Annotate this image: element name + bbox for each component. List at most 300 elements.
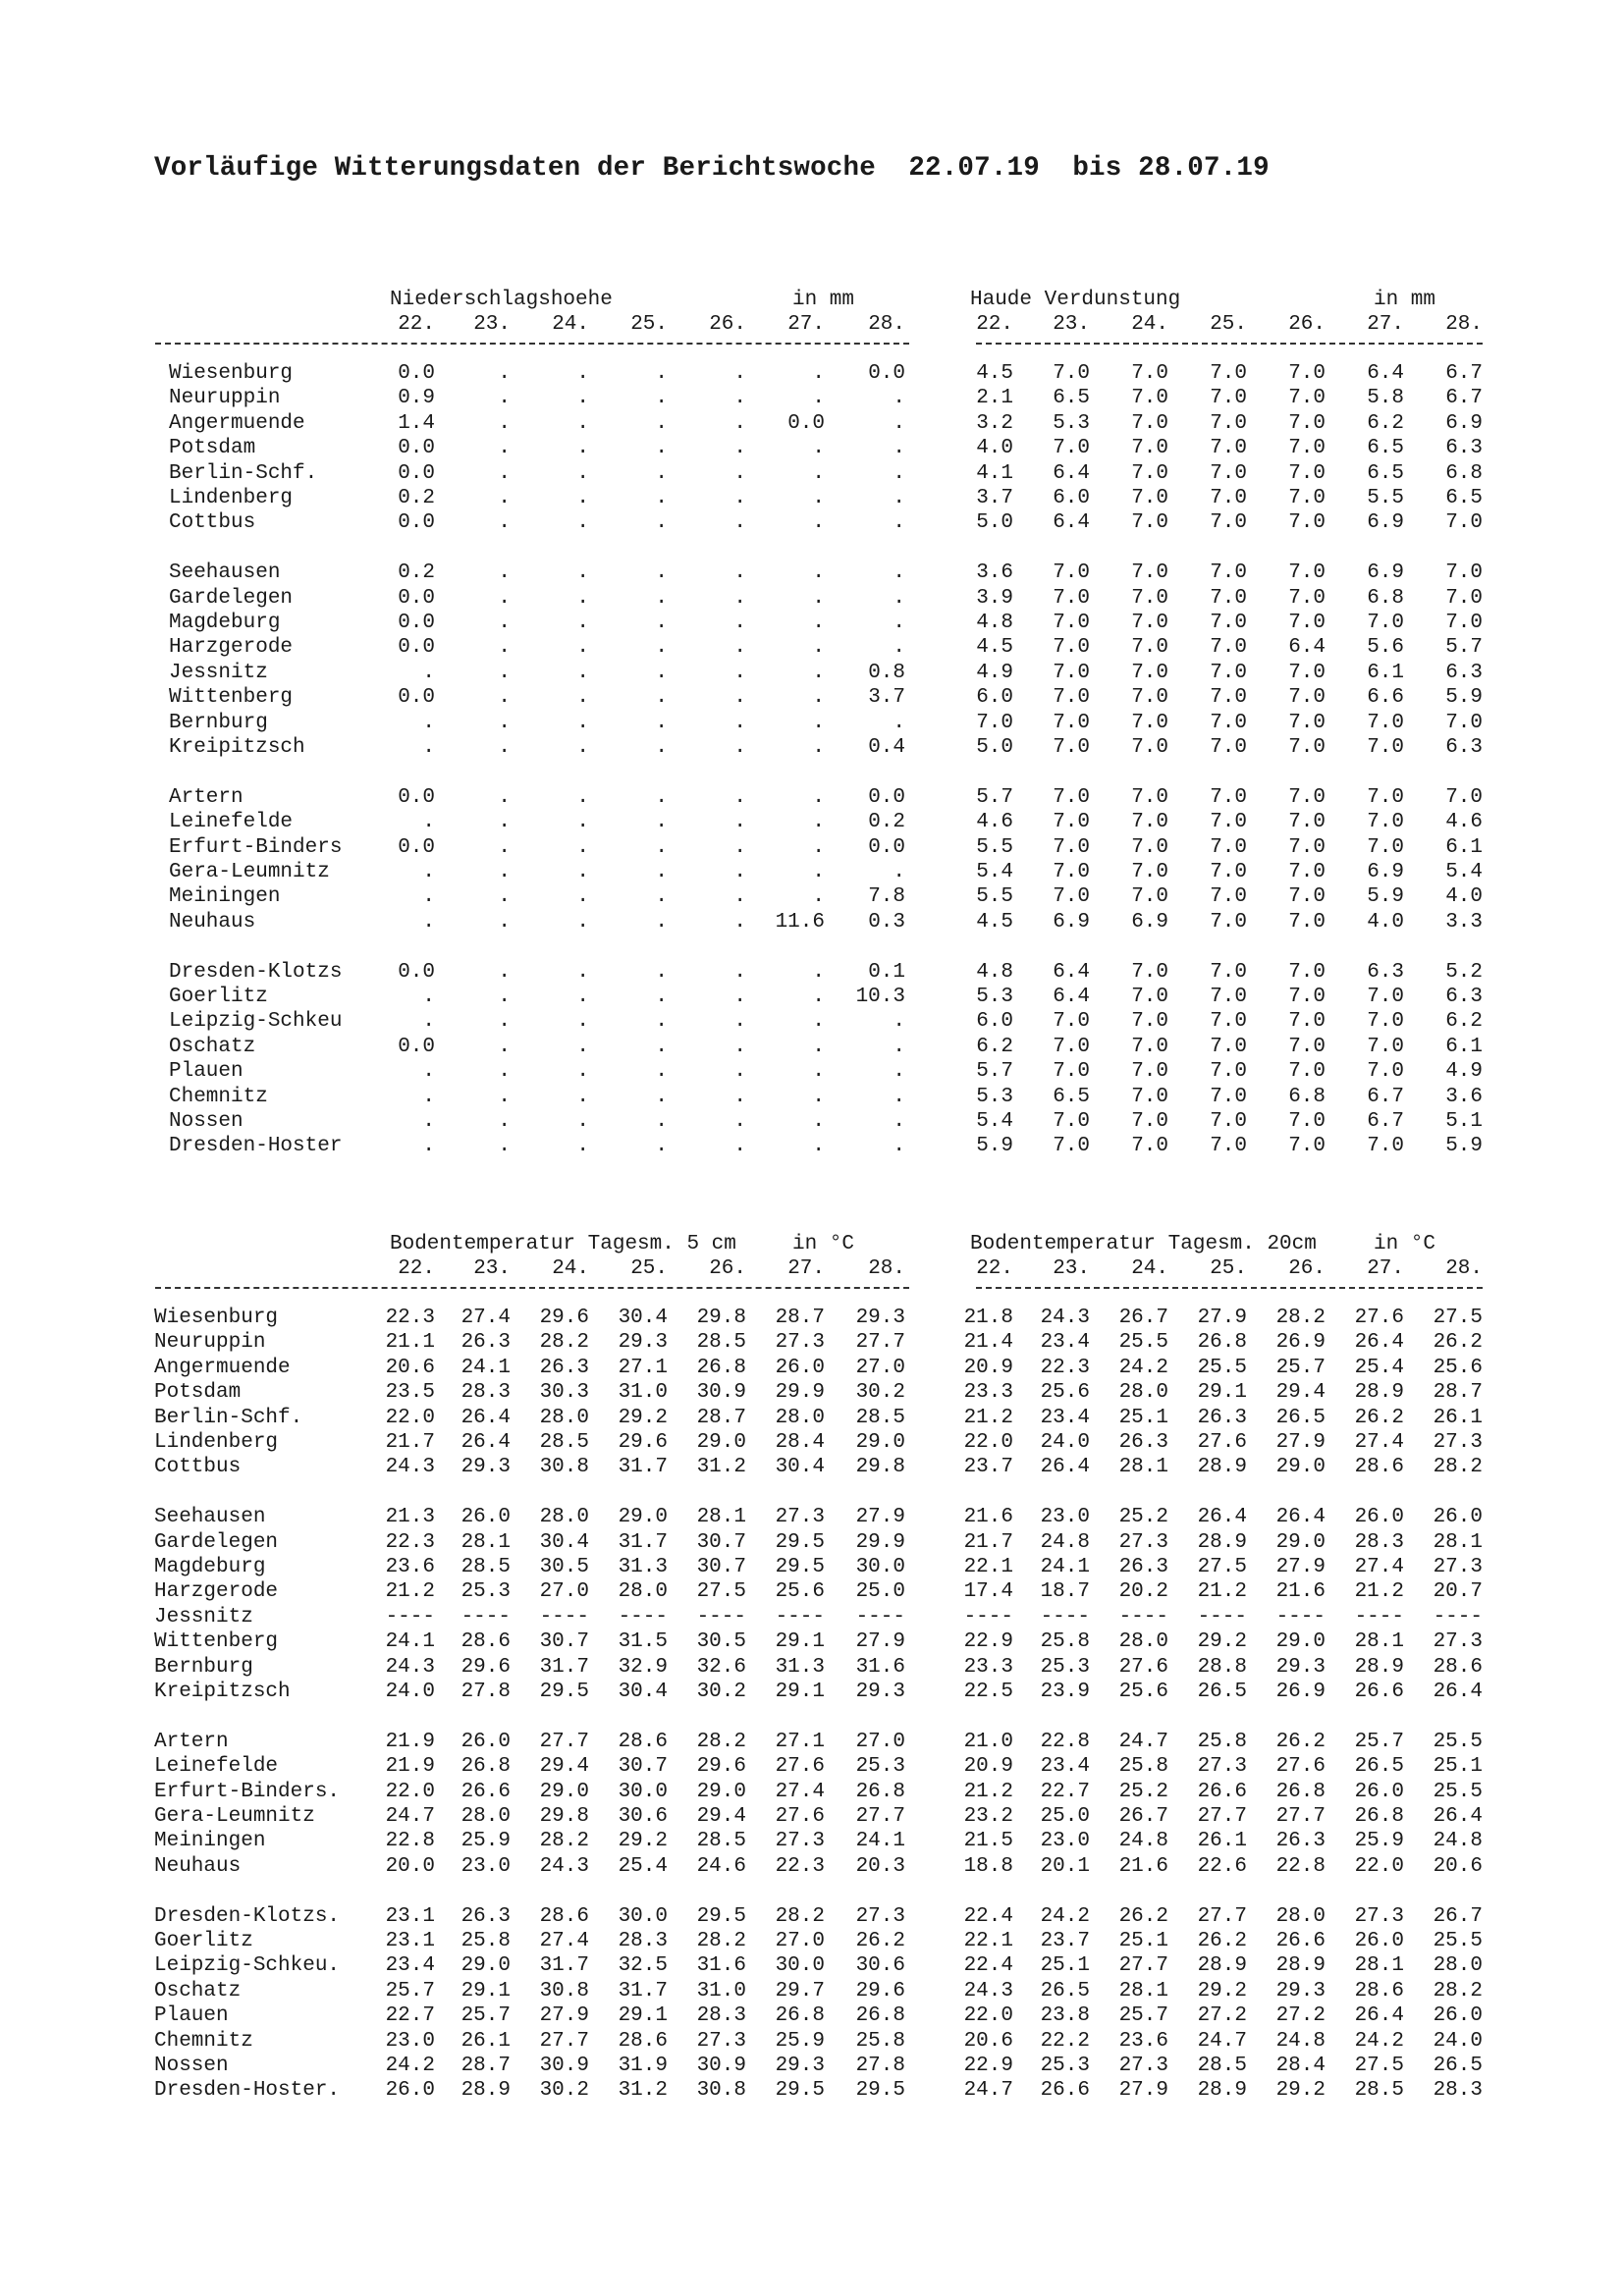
table-cell: 7.0: [1288, 411, 1326, 435]
table-cell: 27.9: [1197, 1307, 1247, 1329]
table-cell: 27.3: [775, 1506, 825, 1529]
table-cell: 30.0: [618, 1780, 668, 1803]
table-cell: 27.7: [539, 2029, 589, 2053]
table-cell: .: [498, 785, 511, 809]
table-cell: .: [498, 861, 511, 883]
table-cell: 28.9: [1275, 1954, 1326, 1978]
table-cell: 22.9: [963, 1630, 1013, 1654]
station-name: Lindenberg: [154, 1431, 279, 1454]
right-block-unit: in mm: [1373, 289, 1435, 311]
table-cell: 29.0: [618, 1506, 668, 1529]
table-cell: 24.3: [385, 1655, 435, 1679]
table-cell: 28.6: [1354, 1456, 1404, 1479]
table-cell: .: [733, 586, 746, 610]
table-cell: 30.2: [696, 1681, 746, 1703]
table-cell: .: [893, 411, 905, 435]
table-cell: 6.1: [1445, 1035, 1483, 1058]
table-cell: 10.3: [855, 986, 905, 1008]
table-cell: 4.0: [976, 437, 1013, 460]
station-name: Goerlitz: [154, 1930, 253, 1952]
table-cell: 5.7: [1445, 636, 1483, 660]
table-cell: 30.3: [539, 1381, 589, 1405]
table-cell: 7.0: [1131, 885, 1168, 909]
table-cell: 7.0: [1367, 1060, 1404, 1084]
table-cell: 27.3: [1118, 2055, 1168, 2077]
table-cell: 21.2: [963, 1780, 1013, 1803]
table-cell: 7.0: [1131, 1085, 1168, 1108]
table-cell: 27.5: [696, 1580, 746, 1604]
table-cell: 21.2: [963, 1406, 1013, 1429]
table-cell: 25.2: [1118, 1506, 1168, 1529]
table-cell: .: [576, 835, 589, 859]
table-cell: 30.8: [696, 2079, 746, 2103]
table-cell: 25.5: [1433, 1730, 1483, 1753]
table-cell: 6.7: [1445, 362, 1483, 385]
day-header: 28.: [1445, 1257, 1483, 1280]
table-cell: 7.0: [1288, 835, 1326, 859]
table-cell: 21.8: [963, 1307, 1013, 1329]
table-cell: 26.5: [1354, 1755, 1404, 1779]
table-cell: 26.4: [1197, 1506, 1247, 1529]
station-name: Chemnitz: [154, 2029, 253, 2053]
day-header: 22.: [398, 1257, 435, 1280]
table-cell: .: [498, 561, 511, 585]
table-cell: 31.7: [618, 1979, 668, 2002]
table-cell: 26.2: [1433, 1331, 1483, 1355]
table-cell: .: [733, 636, 746, 660]
station-name: Wittenberg: [154, 1630, 279, 1654]
table-cell: 29.3: [618, 1331, 668, 1355]
table-cell: 7.0: [1131, 861, 1168, 883]
table-cell: .: [422, 1110, 435, 1133]
table-cell: 7.0: [1288, 387, 1326, 410]
table-cell: 23.0: [1040, 1506, 1090, 1529]
table-cell: 0.0: [398, 586, 435, 610]
table-cell: 27.7: [855, 1331, 905, 1355]
table-cell: 7.0: [1210, 885, 1247, 909]
table-cell: 6.6: [1367, 686, 1404, 710]
station-name: Potsdam: [169, 437, 256, 460]
table-cell: 29.5: [855, 2079, 905, 2103]
table-cell: .: [576, 362, 589, 385]
table-cell: 4.5: [976, 636, 1013, 660]
table-cell: .: [733, 1085, 746, 1108]
station-name: Berlin-Schf.: [154, 1406, 303, 1429]
table-cell: 5.6: [1367, 636, 1404, 660]
table-cell: 6.3: [1445, 661, 1483, 684]
table-cell: 25.8: [1197, 1730, 1247, 1753]
table-cell: 7.0: [1288, 362, 1326, 385]
station-name: Seehausen: [169, 561, 281, 585]
table-cell: 6.4: [1288, 636, 1326, 660]
table-cell: 6.3: [1367, 960, 1404, 984]
table-cell: .: [893, 1110, 905, 1133]
table-cell: 6.9: [1053, 910, 1090, 934]
table-cell: 7.0: [1367, 835, 1404, 859]
table-cell: 7.0: [1131, 785, 1168, 809]
table-cell: .: [576, 1060, 589, 1084]
table-cell: .: [733, 711, 746, 734]
table-cell: .: [576, 811, 589, 834]
table-cell: 6.8: [1288, 1085, 1326, 1108]
table-cell: 24.8: [1118, 1830, 1168, 1853]
table-cell: .: [655, 636, 668, 660]
report-title: Vorläufige Witterungsdaten der Berichtswoche 22.07.19 bis 28.07.19: [154, 153, 1270, 184]
table-cell: 28.6: [1433, 1655, 1483, 1679]
station-name: Wittenberg: [169, 686, 294, 710]
station-name: Chemnitz: [169, 1085, 268, 1108]
table-cell: 7.0: [1210, 1035, 1247, 1058]
table-cell: 22.5: [963, 1681, 1013, 1703]
table-cell: 27.9: [855, 1630, 905, 1654]
table-cell: .: [576, 461, 589, 485]
table-cell: 7.0: [1053, 811, 1090, 834]
table-cell: 7.0: [1367, 736, 1404, 759]
station-name: Kreipitzsch: [169, 736, 305, 759]
table-cell: 26.4: [460, 1431, 511, 1454]
table-cell: 7.0: [1210, 561, 1247, 585]
table-cell: 7.0: [1131, 1110, 1168, 1133]
station-name: Leipzig-Schkeu: [169, 1010, 343, 1034]
table-cell: 22.0: [385, 1406, 435, 1429]
table-cell: 5.5: [976, 835, 1013, 859]
day-header: 27.: [1367, 313, 1404, 336]
table-cell: 28.1: [460, 1530, 511, 1554]
table-cell: 28.2: [1433, 1979, 1483, 2002]
table-cell: 29.7: [775, 1979, 825, 2002]
table-cell: 26.4: [1354, 1331, 1404, 1355]
table-cell: .: [812, 1135, 825, 1158]
table-cell: .: [655, 586, 668, 610]
table-cell: 7.0: [976, 711, 1013, 734]
table-cell: 3.6: [976, 561, 1013, 585]
table-cell: .: [498, 487, 511, 509]
left-block-unit: in °C: [791, 1233, 854, 1255]
table-cell: 24.3: [539, 1854, 589, 1878]
table-cell: 26.5: [1197, 1681, 1247, 1703]
table-cell: 5.1: [1445, 1110, 1483, 1133]
table-cell: 23.7: [1040, 1930, 1090, 1952]
table-cell: 28.0: [1433, 1954, 1483, 1978]
table-cell: 26.8: [1197, 1331, 1247, 1355]
table-cell: 27.6: [1118, 1655, 1168, 1679]
table-cell: 6.7: [1367, 1085, 1404, 1108]
table-cell: 27.4: [1354, 1431, 1404, 1454]
table-cell: ----: [1433, 1605, 1483, 1629]
table-cell: 28.3: [618, 1930, 668, 1952]
table-cell: 27.6: [1275, 1755, 1326, 1779]
table-cell: 25.1: [1118, 1930, 1168, 1952]
table-cell: .: [655, 1010, 668, 1034]
table-cell: .: [576, 885, 589, 909]
table-cell: .: [498, 1085, 511, 1108]
table-cell: 21.6: [1275, 1580, 1326, 1604]
table-cell: .: [655, 612, 668, 634]
table-cell: 0.0: [398, 1035, 435, 1058]
table-cell: 28.7: [696, 1406, 746, 1429]
table-cell: 26.7: [1118, 1307, 1168, 1329]
table-cell: 24.8: [1433, 1830, 1483, 1853]
table-cell: 25.5: [1433, 1930, 1483, 1952]
table-cell: 27.6: [775, 1805, 825, 1828]
table-cell: 28.7: [460, 2055, 511, 2077]
table-cell: 29.0: [696, 1431, 746, 1454]
table-cell: 26.6: [1275, 1930, 1326, 1952]
table-cell: 26.8: [855, 2004, 905, 2028]
table-cell: .: [733, 811, 746, 834]
table-cell: 26.5: [1040, 1979, 1090, 2002]
table-cell: 7.0: [1053, 586, 1090, 610]
station-name: Dresden-Hoster.: [154, 2079, 341, 2103]
table-cell: 6.9: [1367, 861, 1404, 883]
table-cell: 7.0: [1210, 835, 1247, 859]
table-cell: 31.6: [696, 1954, 746, 1978]
table-cell: 7.0: [1445, 511, 1483, 535]
table-cell: 7.0: [1288, 736, 1326, 759]
table-cell: 26.4: [1433, 1681, 1483, 1703]
table-cell: 25.6: [1118, 1681, 1168, 1703]
table-cell: .: [655, 1085, 668, 1108]
table-cell: 31.3: [775, 1655, 825, 1679]
day-header: 26.: [1288, 1257, 1326, 1280]
table-cell: 7.0: [1131, 636, 1168, 660]
table-cell: 7.0: [1053, 1110, 1090, 1133]
table-cell: .: [655, 811, 668, 834]
table-cell: 6.9: [1367, 511, 1404, 535]
table-cell: 6.2: [1367, 411, 1404, 435]
table-cell: 24.7: [1197, 2029, 1247, 2053]
table-cell: 0.3: [868, 910, 905, 934]
table-cell: 0.0: [398, 960, 435, 984]
table-cell: 31.2: [696, 1456, 746, 1479]
table-cell: 28.6: [460, 1630, 511, 1654]
table-cell: 7.0: [1288, 437, 1326, 460]
table-cell: 6.0: [976, 686, 1013, 710]
table-cell: 7.0: [1131, 561, 1168, 585]
table-cell: 28.7: [1433, 1381, 1483, 1405]
table-cell: 26.1: [460, 2029, 511, 2053]
table-cell: 6.5: [1367, 461, 1404, 485]
table-cell: 20.6: [385, 1356, 435, 1379]
table-cell: 0.2: [868, 811, 905, 834]
table-cell: 30.4: [618, 1307, 668, 1329]
table-cell: 27.7: [1197, 1904, 1247, 1928]
table-cell: 7.0: [1131, 711, 1168, 734]
table-cell: 30.4: [539, 1530, 589, 1554]
table-cell: 29.6: [618, 1431, 668, 1454]
table-cell: 27.9: [855, 1506, 905, 1529]
day-header: 27.: [787, 1257, 825, 1280]
table-cell: 7.0: [1131, 1135, 1168, 1158]
left-block-unit: in mm: [791, 289, 854, 311]
station-name: Leipzig-Schkeu.: [154, 1954, 341, 1978]
table-cell: .: [893, 461, 905, 485]
table-cell: .: [655, 960, 668, 984]
table-cell: 31.7: [618, 1456, 668, 1479]
table-cell: 29.2: [1197, 1979, 1247, 2002]
table-cell: 25.6: [1040, 1381, 1090, 1405]
table-cell: .: [422, 861, 435, 883]
table-cell: .: [812, 661, 825, 684]
table-cell: 25.4: [618, 1854, 668, 1878]
table-cell: 25.6: [775, 1580, 825, 1604]
table-cell: 27.3: [1433, 1431, 1483, 1454]
table-cell: 5.4: [976, 1110, 1013, 1133]
table-cell: .: [812, 487, 825, 509]
table-cell: .: [733, 986, 746, 1008]
table-cell: 7.0: [1131, 387, 1168, 410]
table-cell: 29.0: [1275, 1456, 1326, 1479]
table-cell: 30.0: [775, 1954, 825, 1978]
table-cell: .: [812, 811, 825, 834]
station-name: Potsdam: [154, 1381, 242, 1405]
station-name: Plauen: [169, 1060, 244, 1084]
table-cell: .: [812, 1010, 825, 1034]
table-cell: 28.9: [1354, 1655, 1404, 1679]
station-name: Bernburg: [169, 711, 268, 734]
table-cell: .: [812, 835, 825, 859]
table-cell: 6.8: [1445, 461, 1483, 485]
table-cell: .: [733, 1010, 746, 1034]
table-cell: 29.6: [696, 1755, 746, 1779]
table-cell: ----: [539, 1605, 589, 1629]
table-cell: 21.9: [385, 1755, 435, 1779]
table-cell: 25.9: [460, 1830, 511, 1853]
table-cell: .: [812, 586, 825, 610]
table-cell: 23.8: [1040, 2004, 1090, 2028]
table-cell: 26.1: [1433, 1406, 1483, 1429]
table-cell: 2.1: [976, 387, 1013, 410]
table-cell: 21.9: [385, 1730, 435, 1753]
day-header: 23.: [1053, 313, 1090, 336]
table-cell: .: [893, 1060, 905, 1084]
table-cell: 23.2: [963, 1805, 1013, 1828]
table-cell: 26.4: [460, 1406, 511, 1429]
table-cell: ----: [696, 1605, 746, 1629]
table-cell: 7.0: [1367, 785, 1404, 809]
table-cell: .: [655, 461, 668, 485]
table-cell: ----: [460, 1605, 511, 1629]
table-cell: 28.2: [696, 1730, 746, 1753]
table-cell: 3.7: [976, 487, 1013, 509]
station-name: Jessnitz: [169, 661, 268, 684]
table-cell: 29.2: [618, 1406, 668, 1429]
table-cell: ----: [1197, 1605, 1247, 1629]
station-name: Jessnitz: [154, 1605, 253, 1629]
table-cell: 20.6: [1433, 1854, 1483, 1878]
table-cell: .: [812, 960, 825, 984]
table-cell: 25.6: [1433, 1356, 1483, 1379]
table-cell: 27.3: [1433, 1630, 1483, 1654]
table-cell: 20.6: [963, 2029, 1013, 2053]
table-cell: 31.2: [618, 2079, 668, 2103]
table-cell: 29.5: [775, 2079, 825, 2103]
table-cell: 5.5: [976, 885, 1013, 909]
table-cell: 7.0: [1053, 885, 1090, 909]
table-cell: .: [812, 561, 825, 585]
table-cell: 23.9: [1040, 1681, 1090, 1703]
table-cell: 23.4: [1040, 1331, 1090, 1355]
table-cell: 29.3: [775, 2055, 825, 2077]
table-cell: 28.0: [1275, 1904, 1326, 1928]
table-cell: 18.8: [963, 1854, 1013, 1878]
table-cell: 6.7: [1367, 1110, 1404, 1133]
day-header: 23.: [473, 313, 511, 336]
table-cell: 31.7: [618, 1530, 668, 1554]
table-cell: .: [733, 437, 746, 460]
table-cell: 31.5: [618, 1630, 668, 1654]
table-cell: 29.5: [775, 1556, 825, 1578]
table-cell: .: [893, 511, 905, 535]
table-cell: 26.2: [855, 1930, 905, 1952]
table-cell: 0.0: [398, 636, 435, 660]
table-cell: 3.6: [1445, 1085, 1483, 1108]
table-cell: 21.6: [963, 1506, 1013, 1529]
table-cell: 24.2: [1354, 2029, 1404, 2053]
day-header: 23.: [473, 1257, 511, 1280]
table-cell: 26.3: [460, 1904, 511, 1928]
table-cell: 29.1: [460, 1979, 511, 2002]
table-cell: .: [655, 1060, 668, 1084]
table-cell: 24.3: [963, 1979, 1013, 2002]
table-cell: 29.5: [775, 1530, 825, 1554]
day-header: 22.: [398, 313, 435, 336]
table-cell: 27.3: [855, 1904, 905, 1928]
table-cell: .: [498, 387, 511, 410]
table-cell: 7.0: [1210, 960, 1247, 984]
table-cell: .: [576, 636, 589, 660]
table-cell: 6.3: [1445, 437, 1483, 460]
station-name: Berlin-Schf.: [169, 461, 318, 485]
table-cell: 29.3: [460, 1456, 511, 1479]
table-cell: 6.9: [1131, 910, 1168, 934]
table-cell: 27.2: [1197, 2004, 1247, 2028]
table-cell: .: [498, 811, 511, 834]
table-cell: 7.0: [1210, 1135, 1247, 1158]
table-cell: 28.8: [1197, 1655, 1247, 1679]
table-cell: 7.0: [1053, 636, 1090, 660]
table-cell: 7.0: [1288, 910, 1326, 934]
table-cell: 24.1: [1040, 1556, 1090, 1578]
table-cell: 27.7: [539, 1730, 589, 1753]
table-cell: 27.1: [775, 1730, 825, 1753]
table-cell: 6.4: [1053, 960, 1090, 984]
table-cell: 29.8: [539, 1805, 589, 1828]
table-cell: 7.0: [1053, 711, 1090, 734]
table-cell: 29.4: [1275, 1381, 1326, 1405]
table-cell: 27.8: [855, 2055, 905, 2077]
table-cell: .: [576, 1110, 589, 1133]
table-cell: .: [812, 785, 825, 809]
table-cell: 7.0: [1131, 487, 1168, 509]
table-cell: 0.0: [398, 785, 435, 809]
table-cell: 6.4: [1053, 986, 1090, 1008]
table-cell: 25.8: [1040, 1630, 1090, 1654]
table-cell: 7.0: [1053, 835, 1090, 859]
table-cell: .: [576, 686, 589, 710]
table-cell: 30.2: [539, 2079, 589, 2103]
table-cell: 25.8: [1118, 1755, 1168, 1779]
table-cell: .: [812, 686, 825, 710]
table-cell: 25.9: [775, 2029, 825, 2053]
table-cell: 4.5: [976, 910, 1013, 934]
table-cell: 7.0: [1131, 612, 1168, 634]
table-cell: .: [733, 1060, 746, 1084]
station-name: Neuhaus: [169, 910, 256, 934]
table-cell: 5.0: [976, 736, 1013, 759]
table-cell: 22.1: [963, 1930, 1013, 1952]
table-cell: 0.0: [398, 686, 435, 710]
